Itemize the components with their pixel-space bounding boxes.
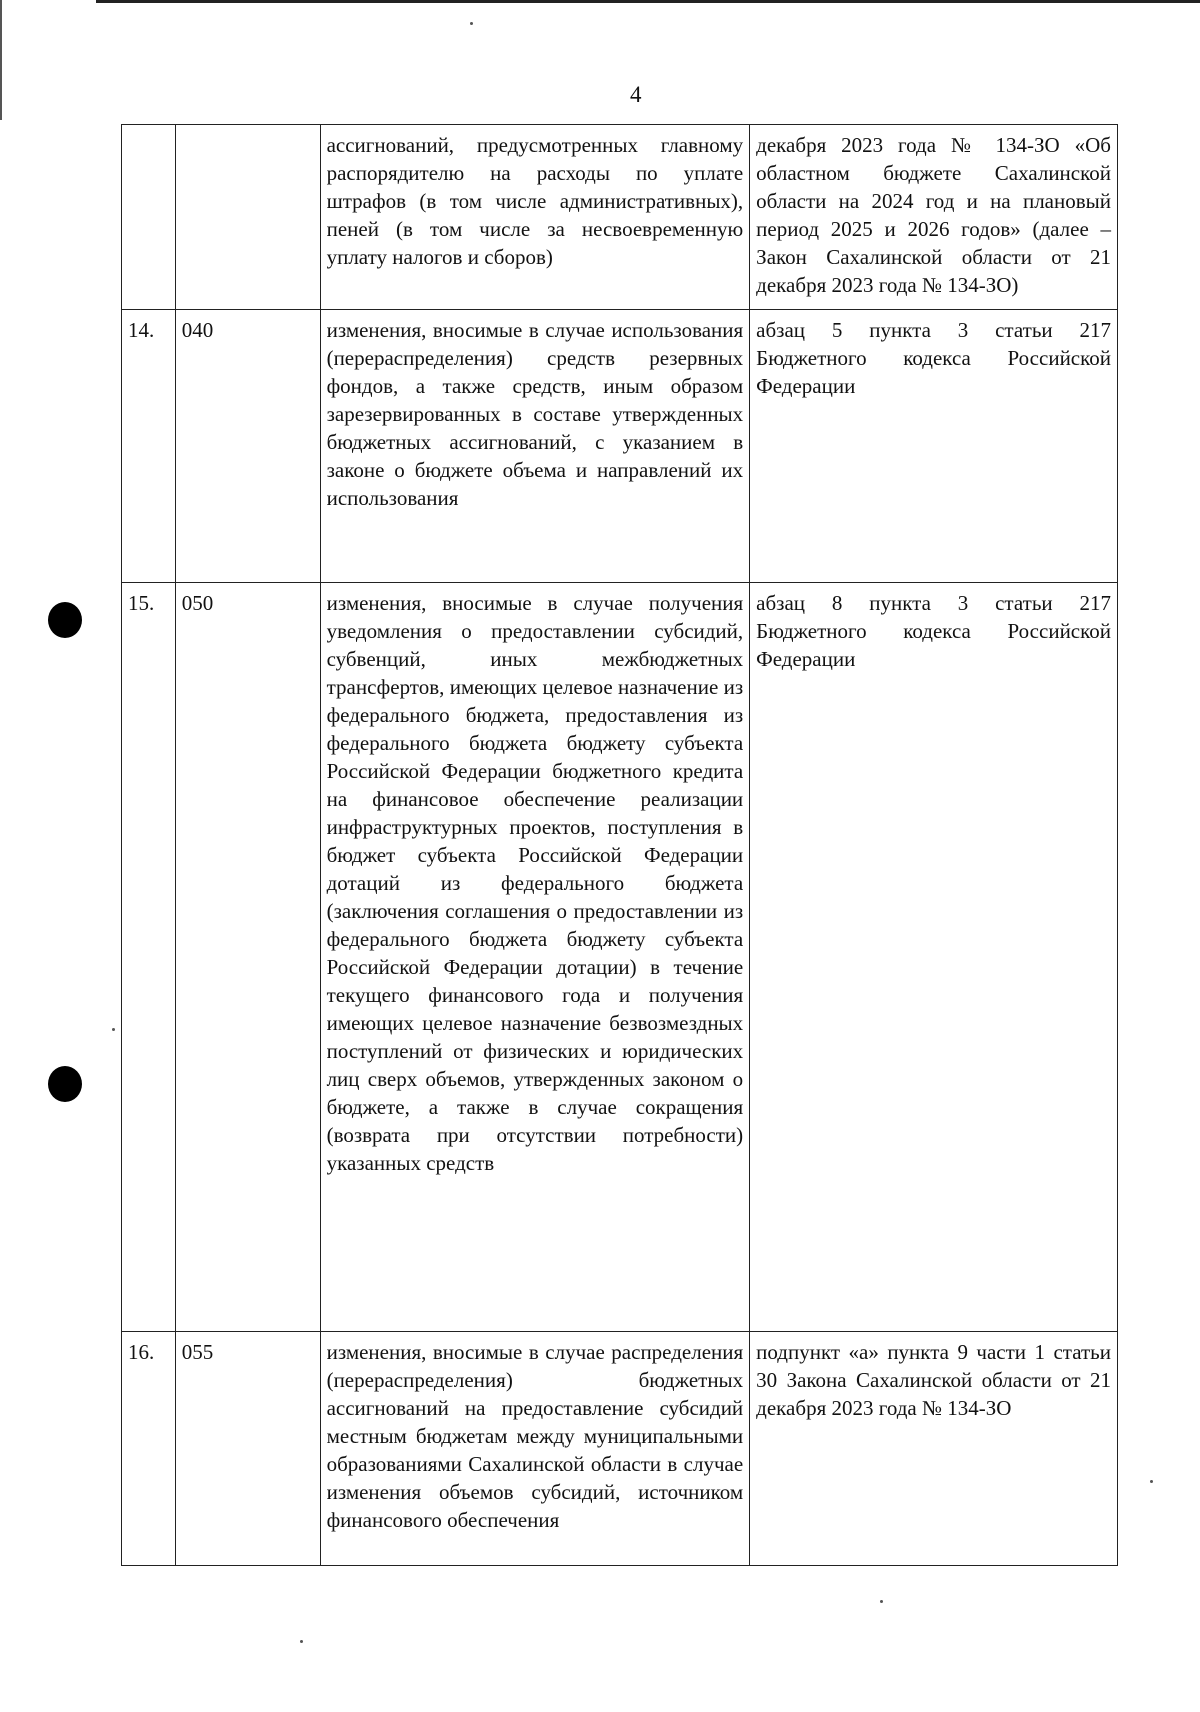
scan-speck [112,1028,115,1031]
row-legal-basis-cell: декабря 2023 года № 134-ЗО «Об областном бюджете Сахалинской области на 2024 год и на плановый период 2025 и 2026 годов» (далее – Закон Сахалинской области от 21 декабря 2023 года № 134-ЗО) [750,125,1118,310]
row-code-cell: 055 [175,1332,320,1566]
scan-speck [880,1600,883,1603]
row-code-cell: 050 [175,583,320,1332]
punch-hole-mark [48,1066,82,1102]
row-description-cell: изменения, вносимые в случае распределения (перераспределения) бюджетных ассигнований на предоставление субсидий местным бюджетам между муниципальными образованиями Сахалинской области в случае изменения объемов субсидий, источником финансового обеспечения [320,1332,750,1566]
punch-hole-mark [48,602,82,638]
row-legal-basis-cell: абзац 5 пункта 3 статьи 217 Бюджетного кодекса Российской Федерации [750,310,1118,583]
amendments-table [121,124,1118,1566]
row-number-cell [122,125,176,310]
table-row [122,310,1118,583]
left-scan-edge [0,0,2,120]
table-row [122,1332,1118,1566]
page-number: 4 [630,82,642,107]
top-border-line [96,0,1200,3]
row-description-cell: изменения, вносимые в случае использования (перераспределения) средств резервных фондов, а также средств, иным образом зарезервированных в составе утвержденных бюджетных ассигнований, с указанием в законе о бюджете объема и направлений их использования [320,310,750,583]
row-number-cell: 15. [122,583,176,1332]
row-description-cell: ассигнований, предусмотренных главному распорядителю на расходы по уплате штрафов (в том числе административных), пеней (в том числе за несвоевременную уплату налогов и сборов) [320,125,750,310]
row-description-cell: изменения, вносимые в случае получения уведомления о предоставлении субсидий, субвенций, иных межбюджетных трансфертов, имеющих целевое назначение из федерального бюджета, предоставления из федерального бюджета бюджету субъекта Российской Федерации бюджетного кредита на финансовое обеспечение реализации инфраструктурных проектов, поступления в бюджет субъекта Российской Федерации дотаций из федерального бюджета (заключения соглашения о предоставлении из федерального бюджета бюджету субъекта Российской Федерации дотации) в течение текущего финансового года и получения имеющих целевое назначение безвозмездных поступлений от физических и юридических лиц сверх объемов, утвержденных законом о бюджете, а также в случае сокращения (возврата при отсутствии потребности) указанных средств [320,583,750,1332]
scan-speck [470,22,473,25]
row-code-cell [175,125,320,310]
scan-speck [300,1640,303,1643]
row-code-cell: 040 [175,310,320,583]
table-row [122,583,1118,1332]
row-number-cell: 16. [122,1332,176,1566]
scan-speck [1150,1480,1153,1483]
row-legal-basis-cell: абзац 8 пункта 3 статьи 217 Бюджетного кодекса Российской Федерации [750,583,1118,1332]
row-legal-basis-cell: подпункт «а» пункта 9 части 1 статьи 30 Закона Сахалинской области от 21 декабря 2023 года № 134-ЗО [750,1332,1118,1566]
table-row [122,125,1118,310]
row-number-cell: 14. [122,310,176,583]
